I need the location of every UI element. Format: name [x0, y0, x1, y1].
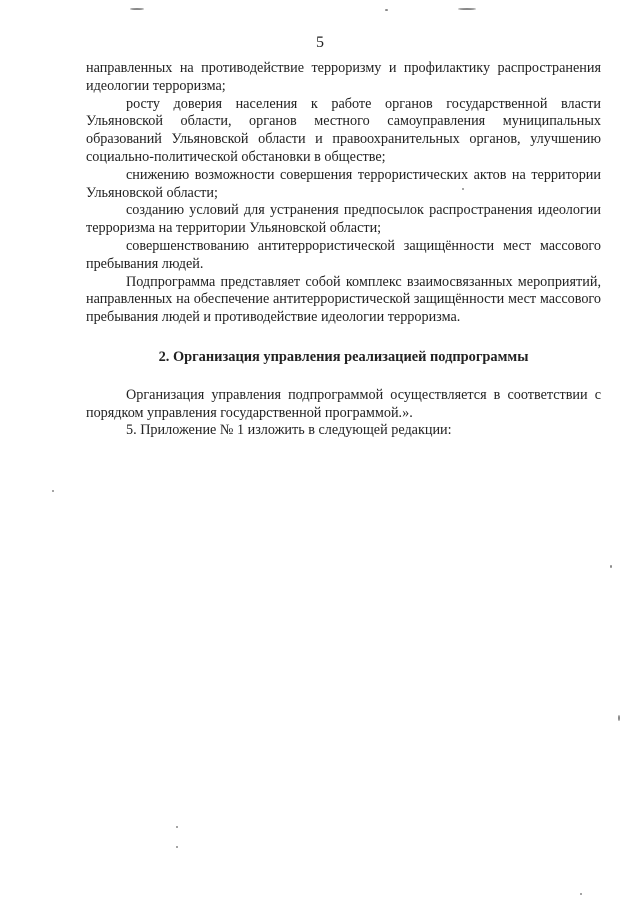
paragraph-trust: росту доверия населения к работе органов государственной власти Ульяновской области, органов местного самоуправления муниципальных образований Ульяновской области и правоохранительных органов, улучшению социально-политической обстановки в обществе;: [86, 95, 601, 165]
scan-speck: [618, 715, 620, 721]
scan-speck: [462, 188, 464, 190]
paragraph-continuation: направленных на противодействие терроризму и профилактику распространения идеологии терроризма;: [86, 60, 601, 94]
paragraph-reduction: снижению возможности совершения террористических актов на территории Ульяновской области;: [86, 166, 601, 201]
page-number: 5: [316, 34, 324, 51]
scan-speck: [580, 893, 582, 895]
scan-speck: [52, 490, 54, 492]
paragraph-improvement: совершенствованию антитеррористической защищённости мест массового пребывания людей.: [86, 237, 601, 272]
document-body: [86, 60, 601, 440]
scan-speck: [176, 846, 178, 848]
scan-speck: [130, 8, 144, 10]
scan-speck: [385, 9, 388, 11]
scan-speck: [176, 826, 178, 828]
paragraph-subprogram: Подпрограмма представляет собой комплекс взаимосвязанных мероприятий, направленных на обеспечение антитеррористической защищённости мест массового пребывания людей и противодействие идеологии терроризма.: [86, 273, 601, 326]
scan-speck: [610, 565, 612, 568]
section-heading: 2. Организация управления реализацией подпрограммы: [158, 348, 529, 365]
paragraph-management: Организация управления подпрограммой осуществляется в соответствии с порядком управления государственной программой.».: [86, 386, 601, 421]
paragraph-conditions: созданию условий для устранения предпосылок распространения идеологии терроризма на территории Ульяновской области;: [86, 202, 601, 237]
paragraph-appendix: 5. Приложение № 1 изложить в следующей редакции:: [126, 422, 452, 439]
scan-speck: [458, 8, 476, 10]
